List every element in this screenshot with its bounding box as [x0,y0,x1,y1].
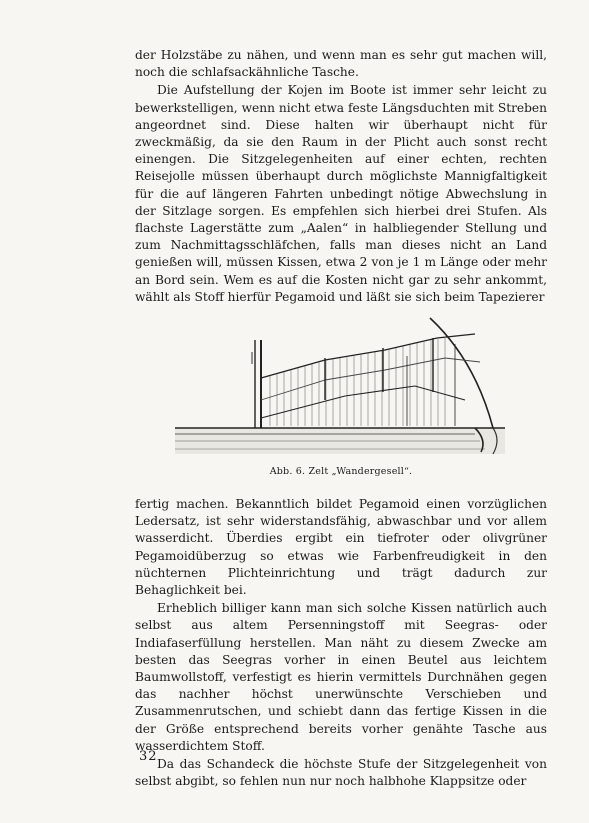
boat-tent-drawing [175,300,505,458]
page-number: 32 [139,749,158,764]
text-block-top [135,47,547,306]
figure-tent-illustration [175,300,505,458]
paragraph-kojen: Die Aufstellung der Kojen im Boote ist immer sehr leicht zu bewerkstelligen, wenn nicht etwa feste Längsduchten mit Streben angeordnet sind. Diese halten wir überhaupt nicht für zweckmäßig, da sie den Raum in der Plicht auch sonst recht einengen. Die Sitzgelegenheiten auf einer echten, rechten Reisejolle müssen überhaupt durch möglichste Mannigfaltigkeit für die auf längeren Fahrten unbedingt nötige Abwechslung in der Sitzlage sorgen. Es empfehlen sich hierbei drei Stufen. Als flachste Lagerstätte zum „Aalen“ in halbliegender Stellung und zum Nachmittagsschläfchen, falls man dieses nicht an Land genießen will, müssen Kissen, etwa 2 von je 1 m Länge oder mehr an Bord sein. Wem es auf die Kosten nicht gar zu sehr ankommt, wählt als Stoff hierfür Pegamoid und läßt sie sich beim Tapezierer [135,83,547,304]
paragraph-continuation: der Holzstäbe zu nähen, und wenn man es sehr gut machen will, noch die schlafsackähnliche Tasche. [135,48,547,80]
text-block-bottom [135,496,547,790]
figure-caption: Abb. 6. Zelt „Wandergesell“. [269,466,413,477]
paragraph-pegamoid: fertig machen. Bekanntlich bildet Pegamoid einen vorzüglichen Ledersatz, ist sehr widerstandsfähig, abwaschbar und vor allem wasserdicht. Überdies ergibt ein tiefroter oder olivgrüner Pegamoidüberzug so etwas wie Farbenfreudigkeit in den nüchternen Plichteinrichtung und trägt dadurch zur Behaglichkeit bei. [135,497,547,598]
paragraph-schandeck: Da das Schandeck die höchste Stufe der Sitzgelegenheit von selbst abgibt, so fehlen nun nur noch halbhohe Klappsitze oder [135,757,547,789]
paragraph-kissen: Erheblich billiger kann man sich solche Kissen natürlich auch selbst aus altem Persenningstoff mit Seegras- oder Indiafaserfüllung herstellen. Man näht zu diesem Zwecke am besten das Seegras vorher in einen Beutel aus leichtem Baumwollstoff, verfestigt es hierin vermittels Durchnähen gegen das nachher höchst unerwünschte Verschieben und Zusammenrutschen, und schiebt dann das fertige Kissen in die der Größe entsprechend bereits vorher genähte Tasche aus wasserdichtem Stoff. [135,601,547,753]
